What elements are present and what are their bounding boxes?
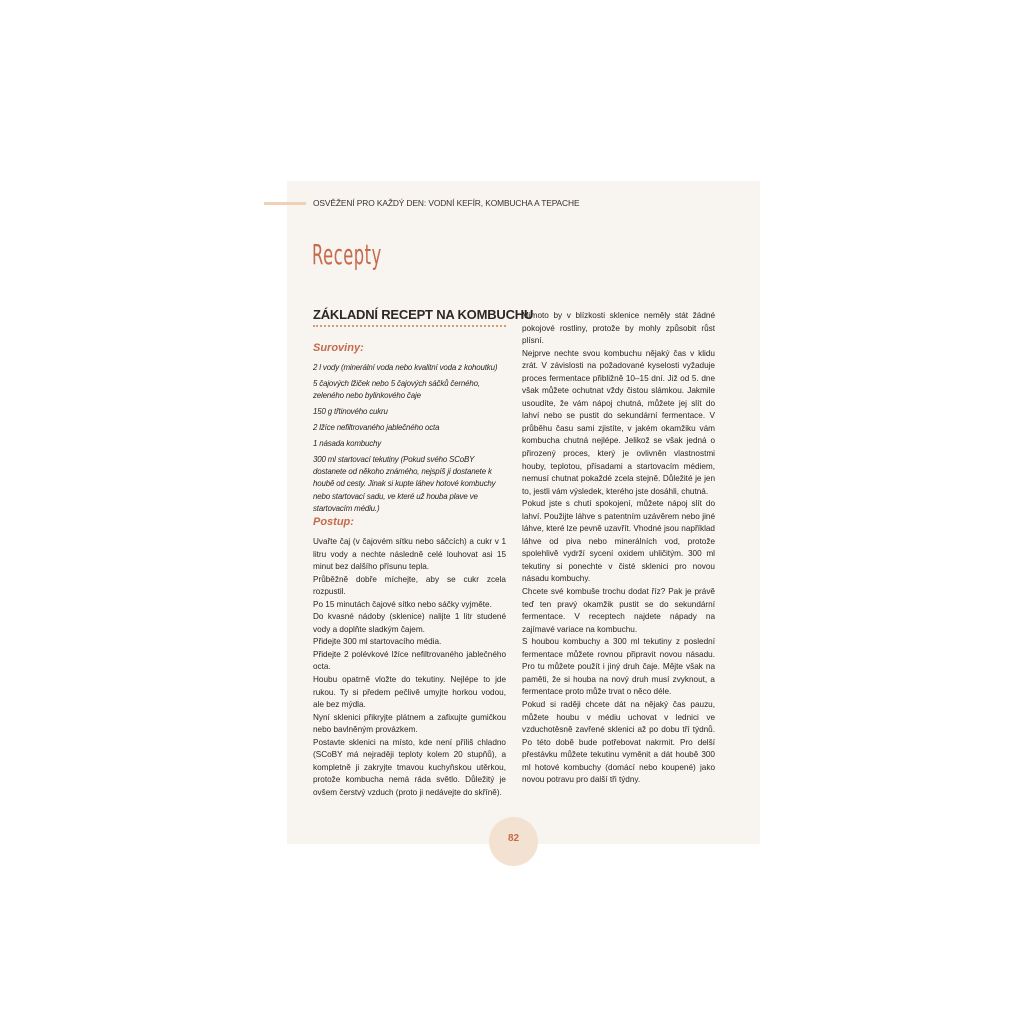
procedure-paragraph: Chcete své kombuše trochu dodat říz? Pak je právě teď ten pravý okamžik pustit se do sekundární fermentace. V receptech najdete nápady na zajímavé variace na kombuchu. xyxy=(522,587,715,634)
ingredient-item: 5 čajových lžiček nebo 5 čajových sáčků černého, zeleného nebo bylinkového čaje xyxy=(313,378,480,401)
recipe-title: ZÁKLADNÍ RECEPT NA KOMBUCHU xyxy=(313,307,506,327)
ingredient-item: 150 g třtinového cukru xyxy=(313,407,388,417)
procedure-paragraph: Houbu opatrně vložte do tekutiny. Nejlépe to jde rukou. Ty si předem pečlivě umyjte horkou vodou, ale bez mýdla. xyxy=(313,675,506,710)
procedure-paragraph: Mimoto by v blízkosti sklenice neměly stát žádné pokojové rostliny, protože by mohly způsobit růst plísní. xyxy=(522,311,715,346)
procedure-paragraph: Průběžně dobře míchejte, aby se cukr zcela rozpustil. xyxy=(313,574,506,597)
procedure-right-column xyxy=(522,310,715,787)
page-number: 82 xyxy=(507,833,520,844)
procedure-paragraph: Po 15 minutách čajové sítko nebo sáčky vyjměte. xyxy=(313,599,492,609)
procedure-heading: Postup: xyxy=(313,516,354,528)
procedure-paragraph: S houbou kombuchy a 300 ml tekutiny z poslední fermentace můžete rovnou připravit novou násadu. Pro tu můžete použít i jiný druh čaje. Mějte však na paměti, že si houba na nový druh musí zvyknout, a fermentace proto může trvat o něco déle. xyxy=(522,637,715,697)
ingredient-item: 1 násada kombuchy xyxy=(313,438,382,448)
ingredients-list xyxy=(313,362,509,519)
ingredient-item: 300 ml startovací tekutiny (Pokud svého SCoBY dostanete od někoho známého, nejspíš ji dostanete k houbě od cesty. Jinak si kupte láhev hotové kombuchy nebo startovací sadu, ve které už houba plave ve startovacím médiu.) xyxy=(313,454,496,513)
procedure-paragraph: Pokud si raději chcete dát na nějaký čas pauzu, můžete houbu v médiu uchovat v lednici ve vzduchotěsně zavřené sklenici až po dobu tří týdnů. Po této době bude potřebovat nakrmit. Pro delší přestávku můžete tekutinu vyměnit a dát houbě 300 ml hotové kombuchy (domácí nebo koupené) jako novou potravu pro další tři týdny. xyxy=(522,699,715,785)
procedure-paragraph: Nejprve nechte svou kombuchu nějaký čas v klidu zrát. V závislosti na požadované kyselosti vyžaduje proces fermentace přibližně 10–15 dní. Již od 5. dne však můžete ochutnat vždy čistou slámkou. Jakmile usoudíte, že vám nápoj chutná, můžete jej slít do lahví nebo se pustit do sekundární fermentace. V průběhu času sami zjistíte, v jakém okamžiku vám kombucha chutná nejlépe. Jelikož se však jedná o přirozený proces, který je ovlivněn vlastnostmi houby, teplotou, přísadami a startovacím médiem, nemusí chutnat pokaždé zcela stejně. Důležité je jen to, jestli vám výsledek, kterého jste dosáhli, chutná. xyxy=(522,348,715,496)
ingredient-item: 2 lžíce nefiltrovaného jablečného octa xyxy=(313,422,440,432)
procedure-paragraph: Přidejte 300 ml startovacího média. xyxy=(313,637,442,647)
header-rule xyxy=(264,202,306,205)
procedure-paragraph: Postavte sklenici na místo, kde není příliš chladno (SCoBY má nejraději teploty kolem 20 stupňů), a kompletně ji zakryjte tmavou kuchyňskou utěrkou, protože kombucha nemá ráda světlo. Důležitý je ovšem čerstvý vzduch (proto ji nedávejte do skříně). xyxy=(313,737,506,797)
procedure-left-column xyxy=(313,536,506,799)
page-edge-mask xyxy=(480,866,550,886)
section-title: Recepty xyxy=(312,238,382,271)
procedure-paragraph: Nyní sklenici přikryjte plátnem a zafixujte gumičkou nebo bavlněným provázkem. xyxy=(313,712,506,735)
ingredients-heading: Suroviny: xyxy=(313,342,364,354)
procedure-paragraph: Uvařte čaj (v čajovém sítku nebo sáčcích) a cukr v 1 litru vody a nechte následně celé louhovat asi 15 minut bez dalšího přísunu tepla. xyxy=(313,537,506,572)
procedure-paragraph: Přidejte 2 polévkové lžíce nefiltrovaného jablečného octa. xyxy=(313,649,506,672)
ingredient-item: 2 l vody (minerální voda nebo kvalitní voda z kohoutku) xyxy=(313,363,498,372)
running-header: OSVĚŽENÍ PRO KAŽDÝ DEN: VODNÍ KEFÍR, KOMBUCHA A TEPACHE xyxy=(313,198,580,208)
procedure-paragraph: Pokud jste s chutí spokojení, můžete nápoj slít do lahví. Použijte láhve s patentním uzávěrem nebo jiné láhve, které lze pevně uzavřít. Vhodné jsou například láhve od piva nebo minerálních vod, protože spolehlivě vydrží sycení oxidem uhličitým. 300 ml tekutiny si ponechte v čisté sklenici pro novou násadu kombuchy. xyxy=(522,499,715,584)
procedure-paragraph: Do kvasné nádoby (sklenice) nalijte 1 litr studené vody a doplňte sladkým čajem. xyxy=(313,612,506,634)
